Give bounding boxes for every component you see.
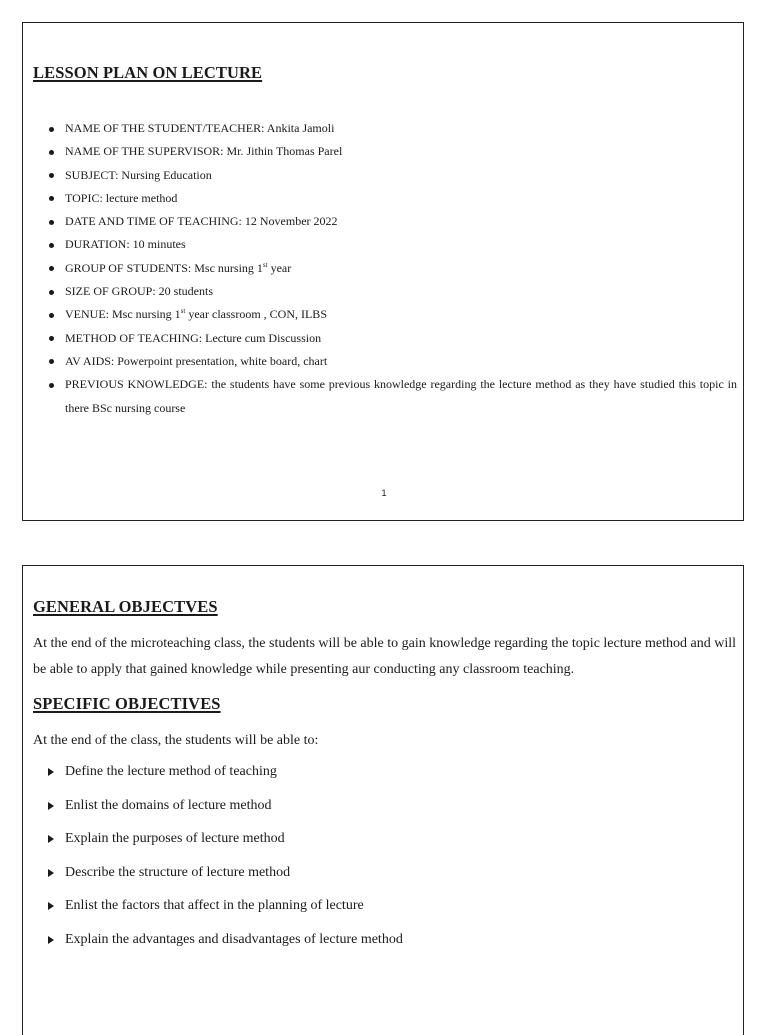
general-objectives-heading: GENERAL OBJECTVES: [33, 597, 218, 616]
general-objectives-text: At the end of the microteaching class, the students will be able to gain knowledge regarding the topic lecture method and will be able to apply that gained knowledge while presenting aur conducting any classroom teaching.: [33, 636, 736, 677]
ordinal-superscript: st: [180, 307, 186, 316]
specific-objectives-list: [33, 761, 733, 963]
arrow-bullet-icon: [48, 869, 54, 877]
lesson-plan-title: LESSON PLAN ON LECTURE: [33, 63, 263, 82]
list-item-text: DURATION: 10 minutes: [65, 237, 186, 252]
specific-objectives-heading: SPECIFIC OBJECTIVES: [33, 694, 221, 713]
list-item-text: AV AIDS: Powerpoint presentation, white board, chart: [65, 353, 328, 368]
bullet-icon: [49, 383, 54, 388]
objective-text: Define the lecture method of teaching: [65, 764, 277, 779]
list-item-text-end: year: [267, 260, 292, 275]
list-item-date-time: [33, 210, 737, 233]
objective-item: [33, 795, 733, 829]
list-item-text: NAME OF THE SUPERVISOR: Mr. Jithin Thomas Parel: [65, 144, 343, 159]
bullet-icon: [49, 196, 54, 201]
list-item-text: DATE AND TIME OF TEACHING: 12 November 2022: [65, 214, 338, 229]
list-item-previous-knowledge: [33, 373, 737, 420]
objective-text: Enlist the domains of lecture method: [65, 797, 272, 813]
bullet-icon: [49, 220, 54, 225]
list-item-duration: [33, 233, 737, 256]
list-item-group-of-students: [33, 257, 737, 280]
objective-item: [33, 895, 733, 929]
document-page-1: [22, 22, 744, 521]
list-item-text: NAME OF THE STUDENT/TEACHER: Ankita Jamoli: [65, 121, 335, 135]
list-item-text: SIZE OF GROUP: 20 students: [65, 284, 214, 299]
bullet-icon: [49, 359, 54, 364]
list-item-text: METHOD OF TEACHING: Lecture cum Discussion: [65, 330, 322, 345]
list-item-venue: [33, 303, 737, 326]
list-item-student-teacher: [33, 117, 737, 140]
lesson-details-list: [33, 117, 737, 420]
list-item-supervisor: [33, 140, 737, 163]
objective-text: Enlist the factors that affect in the planning of lecture: [65, 898, 364, 914]
list-item-text: PREVIOUS KNOWLEDGE: the students have some previous knowledge regarding the lecture method as they have studied this topic in there BSc nursing course: [65, 377, 737, 415]
objective-item: [33, 929, 733, 963]
list-item-text: SUBJECT: Nursing Education: [65, 167, 212, 182]
list-item-text-start: GROUP OF STUDENTS: Msc nursing 1: [65, 260, 263, 275]
objective-item: [33, 761, 733, 795]
list-item-method-of-teaching: [33, 327, 737, 350]
arrow-bullet-icon: [48, 902, 54, 910]
specific-objectives-intro: At the end of the class, the students will be able to:: [33, 733, 319, 748]
objective-text: Explain the purposes of lecture method: [65, 831, 285, 847]
list-item-text: TOPIC: lecture method: [65, 190, 178, 205]
bullet-icon: [49, 266, 54, 271]
bullet-icon: [49, 127, 54, 132]
arrow-bullet-icon: [48, 768, 54, 776]
ordinal-superscript: st: [262, 260, 268, 269]
objective-item: [33, 828, 733, 862]
bullet-icon: [49, 243, 54, 248]
list-item-text-end: year classroom , CON, ILBS: [185, 307, 327, 322]
page-number: 1: [381, 488, 387, 498]
bullet-icon: [49, 150, 54, 155]
bullet-icon: [49, 313, 54, 318]
document-page-2: [22, 565, 744, 1035]
list-item-size-of-group: [33, 280, 737, 303]
list-item-topic: [33, 187, 737, 210]
list-item-subject: [33, 164, 737, 187]
arrow-bullet-icon: [48, 802, 54, 810]
bullet-icon: [49, 290, 54, 295]
objective-text: Explain the advantages and disadvantages of lecture method: [65, 931, 403, 947]
bullet-icon: [49, 173, 54, 178]
list-item-text-start: VENUE: Msc nursing 1: [65, 307, 181, 322]
objective-text: Describe the structure of lecture method: [65, 864, 291, 880]
bullet-icon: [49, 336, 54, 341]
arrow-bullet-icon: [48, 835, 54, 843]
arrow-bullet-icon: [48, 936, 54, 944]
list-item-av-aids: [33, 350, 737, 373]
objective-item: [33, 862, 733, 896]
